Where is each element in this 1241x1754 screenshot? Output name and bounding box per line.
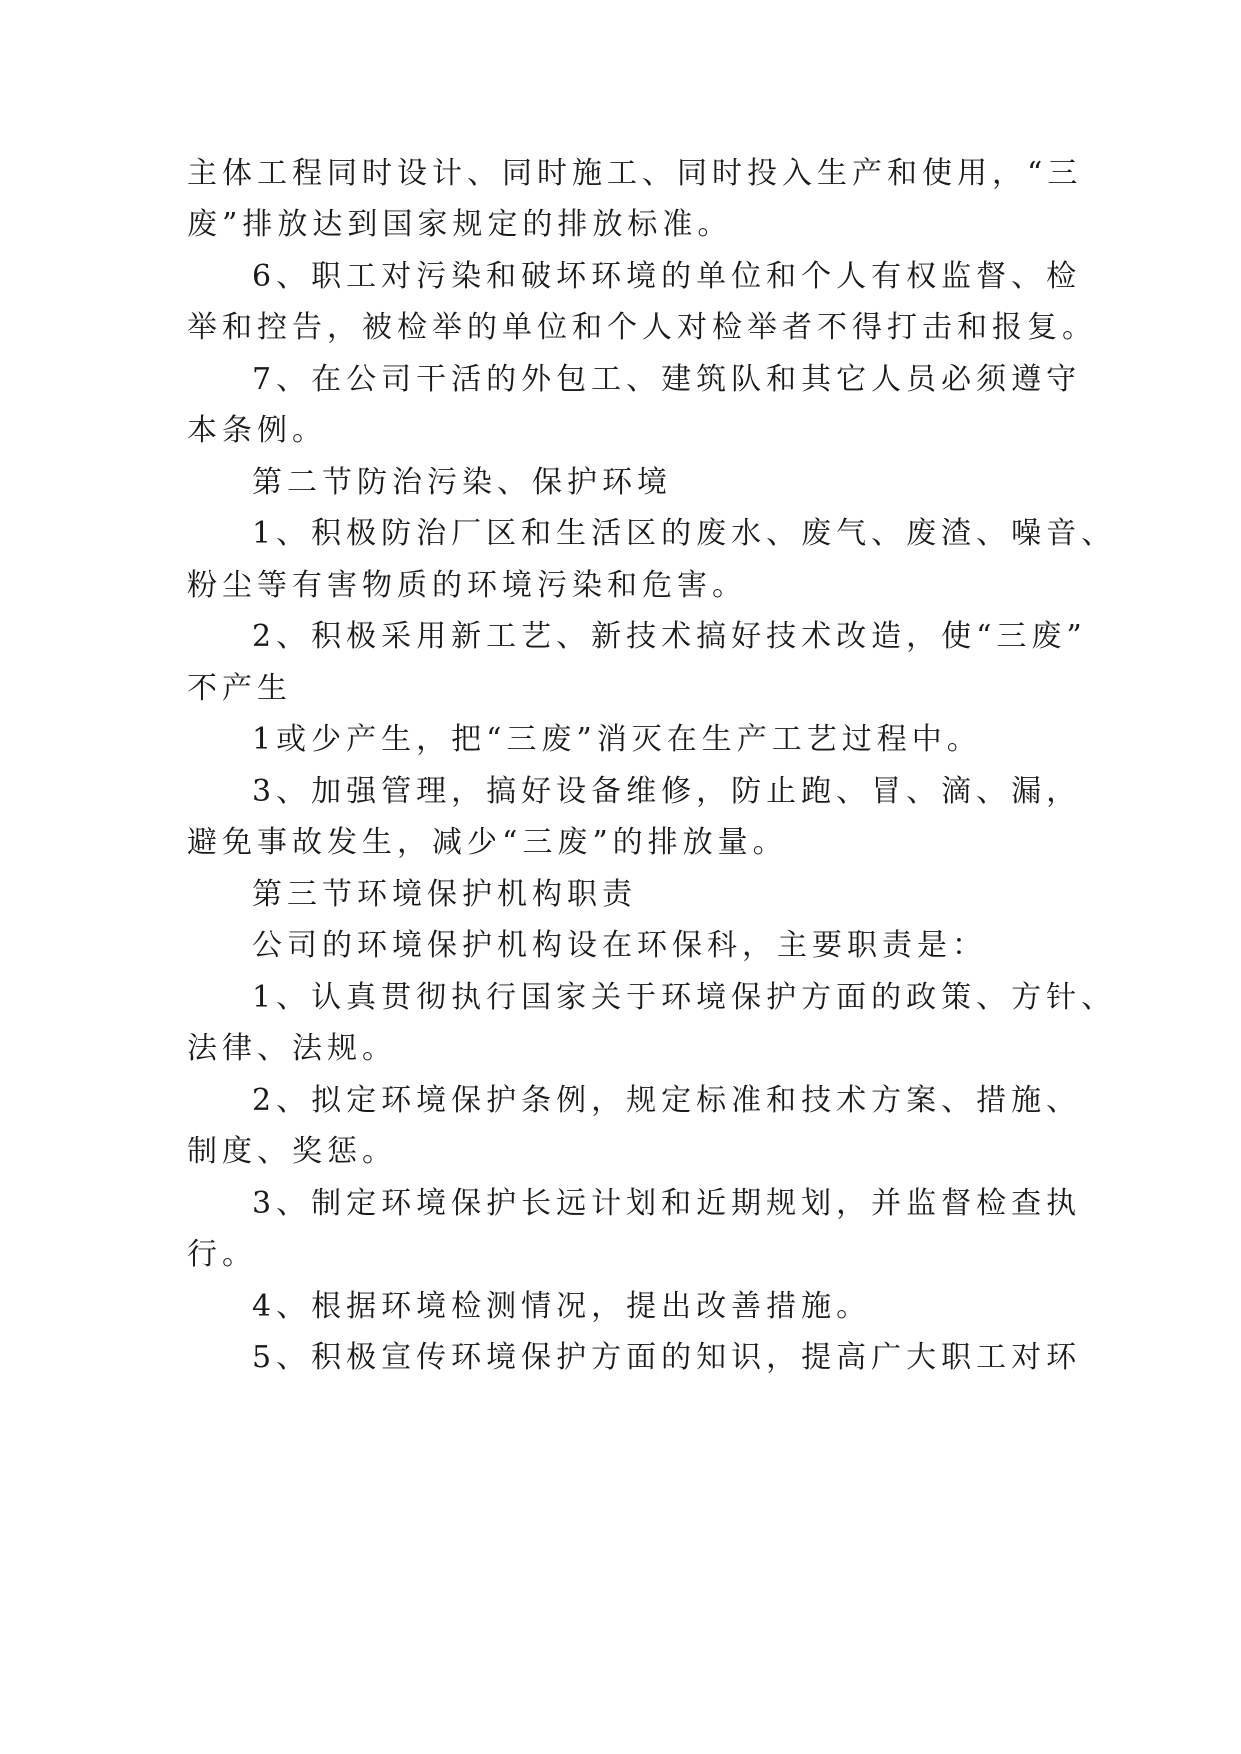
section-2-item-3-line-1: 3、加强管理，搞好设备维修，防止跑、冒、滴、漏， (252, 774, 1082, 809)
section-3-item-3-line-2: 行。 (187, 1237, 257, 1272)
section-2-item-1-line-1: 1、积极防治厂区和生活区的废水、废气、废渣、噪音、 (252, 516, 1117, 551)
paragraph-6-line-1: 6、职工对污染和破坏环境的单位和个人有权监督、检 (252, 259, 1082, 294)
paragraph-7-line-1: 7、在公司干活的外包工、建筑队和其它人员必须遵守 (252, 362, 1082, 397)
section-3-item-1-line-1: 1、认真贯彻执行国家关于环境保护方面的政策、方针、 (252, 980, 1117, 1015)
text-line-1: 主体工程同时设计、同时施工、同时投入生产和使用，“三 (187, 156, 1083, 191)
section-3-item-1-line-2: 法律、法规。 (187, 1031, 397, 1066)
section-3-item-4: 4、根据环境检测情况，提出改善措施。 (252, 1289, 872, 1324)
text-line-2: 废”排放达到国家规定的排放标准。 (187, 207, 733, 242)
section-3-item-3-line-1: 3、制定环境保护长远计划和近期规划，并监督检查执 (252, 1186, 1082, 1221)
section-2-item-1-line-2: 粉尘等有害物质的环境污染和危害。 (187, 568, 747, 603)
section-2-item-2-line-2: 不产生 (187, 671, 292, 706)
section-3-item-2-line-1: 2、拟定环境保护条例，规定标准和技术方案、措施、 (252, 1083, 1082, 1118)
section-2-item-2-line-1: 2、积极采用新工艺、新技术搞好技术改造，使“三废” (252, 619, 1087, 654)
section-3-intro: 公司的环境保护机构设在环保科，主要职责是： (252, 928, 987, 963)
paragraph-6-line-2: 举和控告，被检举的单位和个人对检举者不得打击和报复。 (187, 310, 1097, 345)
paragraph-7-line-2: 本条例。 (187, 413, 327, 448)
section-3-heading: 第三节环境保护机构职责 (252, 877, 637, 912)
section-2-heading: 第二节防治污染、保护环境 (252, 465, 672, 500)
section-2-item-2-line-3: 1或少产生，把“三废”消灭在生产工艺过程中。 (252, 722, 982, 757)
section-3-item-5-line-1: 5、积极宣传环境保护方面的知识，提高广大职工对环 (252, 1340, 1082, 1375)
section-3-item-2-line-2: 制度、奖惩。 (187, 1134, 397, 1169)
section-2-item-3-line-2: 避免事故发生，减少“三废”的排放量。 (187, 825, 788, 860)
